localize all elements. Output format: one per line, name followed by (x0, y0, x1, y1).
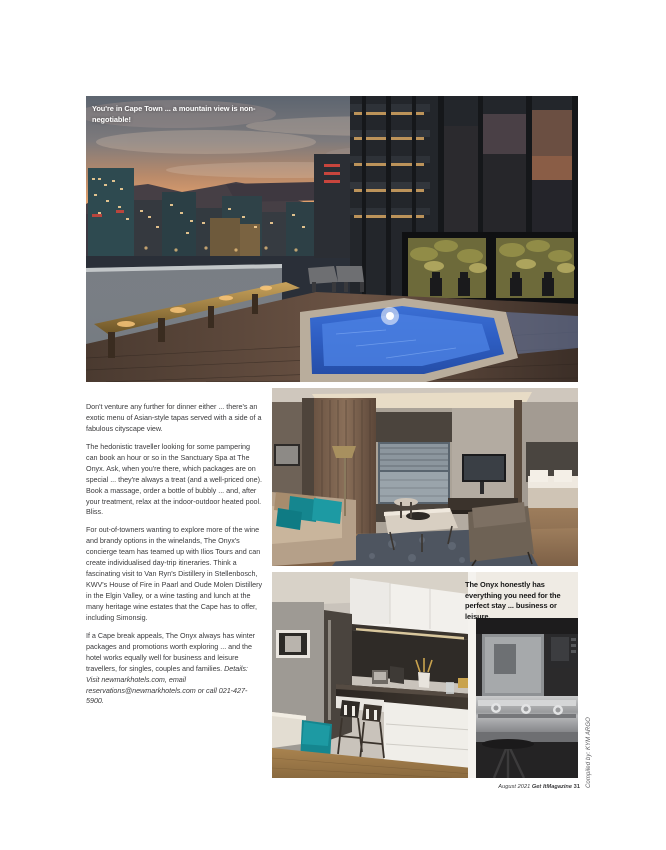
footer-magazine-name: Get It (531, 784, 547, 790)
article-body (86, 402, 263, 707)
suite-illustration (272, 388, 578, 566)
photo-credit: Compiled by: KYM ARGO (586, 717, 592, 788)
footer-issue-date: August 2021 (498, 784, 531, 790)
footer-magazine-suffix: Magazine (546, 784, 573, 790)
hero-photo-rooftop-pool (86, 96, 578, 382)
article-paragraph-4-lead: If a Cape break appeals, The Onyx always has winter packages and promotions worth exploring ... and the hotel works equally well for business and leisure travellers, for singles, couples and families. (86, 630, 256, 673)
photo-suite-living-room (272, 388, 578, 566)
photo-kitchen (272, 572, 578, 778)
hero-caption: You're in Cape Town ... a mountain view is non-negotiable! (92, 104, 256, 124)
hero-illustration (86, 96, 578, 382)
article-paragraph-4 (86, 631, 263, 708)
article-paragraph-1: Don't venture any further for dinner either ... there's an exotic menu of Asian-style tapas served with a side of a fabulous cityscape view. (86, 402, 262, 433)
article-contact-details: Details: Visit newmarkhotels.com, email reservations@newmarkhotels.com or call 021-427-5900. (86, 663, 248, 706)
article-paragraph-3: For out-of-towners wanting to explore more of the wine and brandy options in the winelands, The Onyx's concierge team has teamed up with Ilios Tours and can create individualised day-trip itineraries. Think a fascinating visit to Van Ryn's Distillery in Stellenbosch, KWV's House of Fire in Paarl and Oude Molen Distillery in the Elgin Valley, or a wine tasting and lunch at the many heritage wine estates that the Cape has to offer, including Simonsig. (86, 525, 263, 622)
kitchen-caption: The Onyx honestly has everything you need for the perfect stay ... business or leisure. (465, 580, 561, 621)
article-paragraph-2: The hedonistic traveller looking for some pampering can book an hour or so in the Sanctuary Spa at The Onyx. Ask, when you're there, which packages are on special ... they're always a treat (and a well-priced one). Book a massage, order a bottle of bubbly ... and, after your treatment, relax at the indoor-outdoor heated pool. Bliss. (86, 441, 262, 517)
footer-page-number: 31 (573, 784, 580, 790)
page-footer (440, 784, 580, 790)
